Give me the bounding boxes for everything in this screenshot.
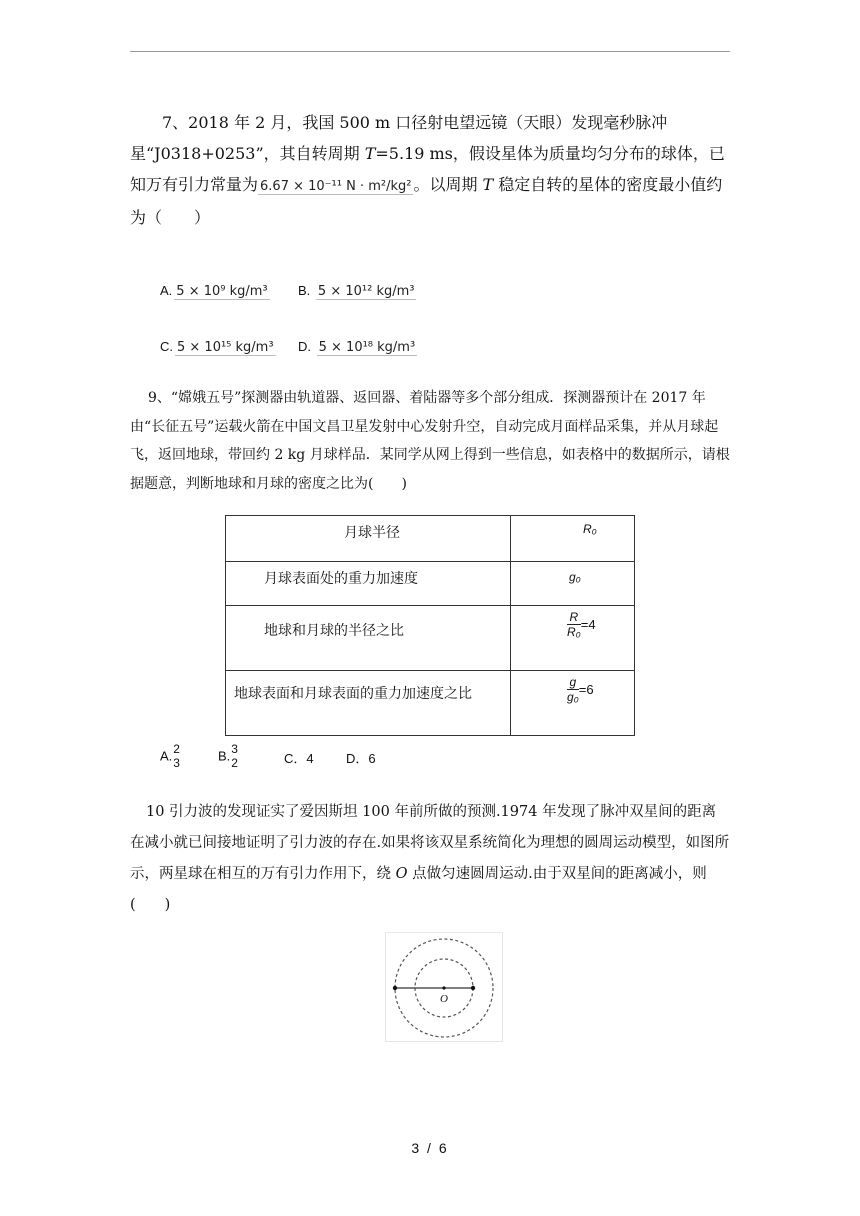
row-label: 月球半径 (344, 525, 400, 541)
table-cell-label (226, 516, 511, 562)
q7-period-symbol: T (364, 144, 376, 163)
table-cell-value (511, 562, 635, 606)
table-row (226, 606, 635, 671)
table-cell-label (226, 606, 511, 671)
question-7-text (130, 107, 730, 233)
gravity-ratio (511, 671, 634, 704)
q10-text-part1: 10 引力波的发现证实了爱因斯坦 100 年前所做的预测.1974 年发现了脉冲双星间的距离在减小就已间接地证明了引力波的存在.如果将该双星系统简化为理想的圆周运动模型，如图所示，两星球在相互的万有引力作用下，绕 (130, 804, 730, 882)
option-value: 5 × 10¹² kg/m³ (317, 284, 415, 299)
option-value: 5 × 10¹⁸ kg/m³ (318, 340, 416, 355)
fraction-denominator: g₀ (567, 690, 579, 704)
row-label: 月球表面处的重力加速度 (264, 571, 418, 587)
table-cell-label (226, 562, 511, 606)
ratio-equals: =4 (580, 617, 596, 632)
q7-option-b[interactable] (298, 283, 416, 299)
option-fraction (172, 742, 181, 770)
center-point-o (442, 986, 445, 989)
fraction-numerator: R (567, 610, 581, 625)
option-letter: C. (160, 339, 173, 354)
row-label: 地球和月球的半径之比 (264, 623, 404, 639)
header-rule (130, 51, 730, 52)
option-letter: A. (160, 283, 173, 298)
star-left (393, 986, 397, 990)
table-row (226, 671, 635, 736)
q7-option-a[interactable] (160, 283, 270, 299)
binary-star-orbit-figure (385, 932, 503, 1042)
table-cell-label (226, 671, 511, 736)
q7-text-part1: 7、2018 年 2 月，我国 500 m 口径射电望远镜（天眼）发现毫秒脉冲星“J0318+0253”，其自转周期 (130, 113, 668, 163)
fraction-numerator: 2 (173, 742, 180, 756)
q7-text-part2: =5.19 ms，假设星体为质量均匀分布的球体，已知万有引力常量为 (130, 144, 725, 194)
q9-option-a[interactable] (160, 742, 181, 770)
ratio-equals: =6 (578, 682, 594, 697)
table-cell-value (511, 671, 635, 736)
q7-option-d[interactable] (298, 339, 417, 355)
option-value: 5 × 10⁹ kg/m³ (176, 284, 268, 299)
option-fraction (230, 742, 239, 770)
option-letter: D. (298, 339, 311, 354)
option-letter: A. (160, 748, 173, 764)
q10-center-symbol: O (395, 866, 408, 882)
q7-text-part4: 稳定自转的星体的密度最小值约为（ ） (130, 175, 723, 227)
table-row (226, 516, 635, 562)
question-10-text (130, 797, 730, 921)
row-value: g₀ (569, 570, 581, 584)
option-value: 5 × 10¹⁵ kg/m³ (177, 340, 274, 355)
question-9-text: 9、“嫦娥五号”探测器由轨道器、返回器、着陆器等多个部分组成．探测器预计在 2017 年由“长征五号”运载火箭在中国文昌卫星发射中心发射升空，自动完成月面样品采集，并从月球起飞，返回地球，带回约 2 kg 月球样品．某同学从网上得到一些信息，如表格中的数据所示，请根据题意，判断地球和月球的密度之比为( ) (130, 390, 730, 492)
fraction-numerator: g (567, 675, 579, 690)
table-cell-value (511, 606, 635, 671)
q9-option-b[interactable] (218, 742, 239, 770)
fraction-numerator: 3 (231, 742, 238, 756)
table-row (226, 562, 635, 606)
option-letter: B. (298, 283, 311, 298)
star-right (471, 986, 475, 990)
table-cell-value (511, 516, 635, 562)
q9-option-c[interactable]: C．4 (284, 751, 314, 766)
option-letter: B. (218, 748, 231, 764)
page-number: 3 / 6 (411, 1140, 449, 1156)
fraction-denominator: 2 (231, 756, 238, 770)
fraction-denominator: R₀ (567, 625, 581, 639)
q10-text-part2: 点做匀速圆周运动.由于双星间的距离减小，则( ) (130, 866, 707, 913)
row-label: 地球表面和月球表面的重力加速度之比 (234, 686, 472, 702)
q7-text-part3: 。以周期 (413, 175, 483, 194)
fraction-denominator: 3 (173, 756, 180, 770)
q7-period-symbol-2: T (482, 175, 494, 194)
gravitational-constant-formula: 6.67 × 10⁻¹¹ N · m²/kg² (260, 179, 412, 194)
q7-option-c[interactable] (160, 339, 276, 355)
ratio-fraction (567, 610, 581, 639)
ratio-fraction (567, 675, 579, 704)
center-label-o: O (440, 993, 448, 1005)
q9-option-d[interactable]: D．6 (346, 751, 376, 766)
q9-data-table (225, 515, 635, 736)
row-value: R₀ (583, 522, 597, 536)
radius-ratio (511, 606, 634, 639)
